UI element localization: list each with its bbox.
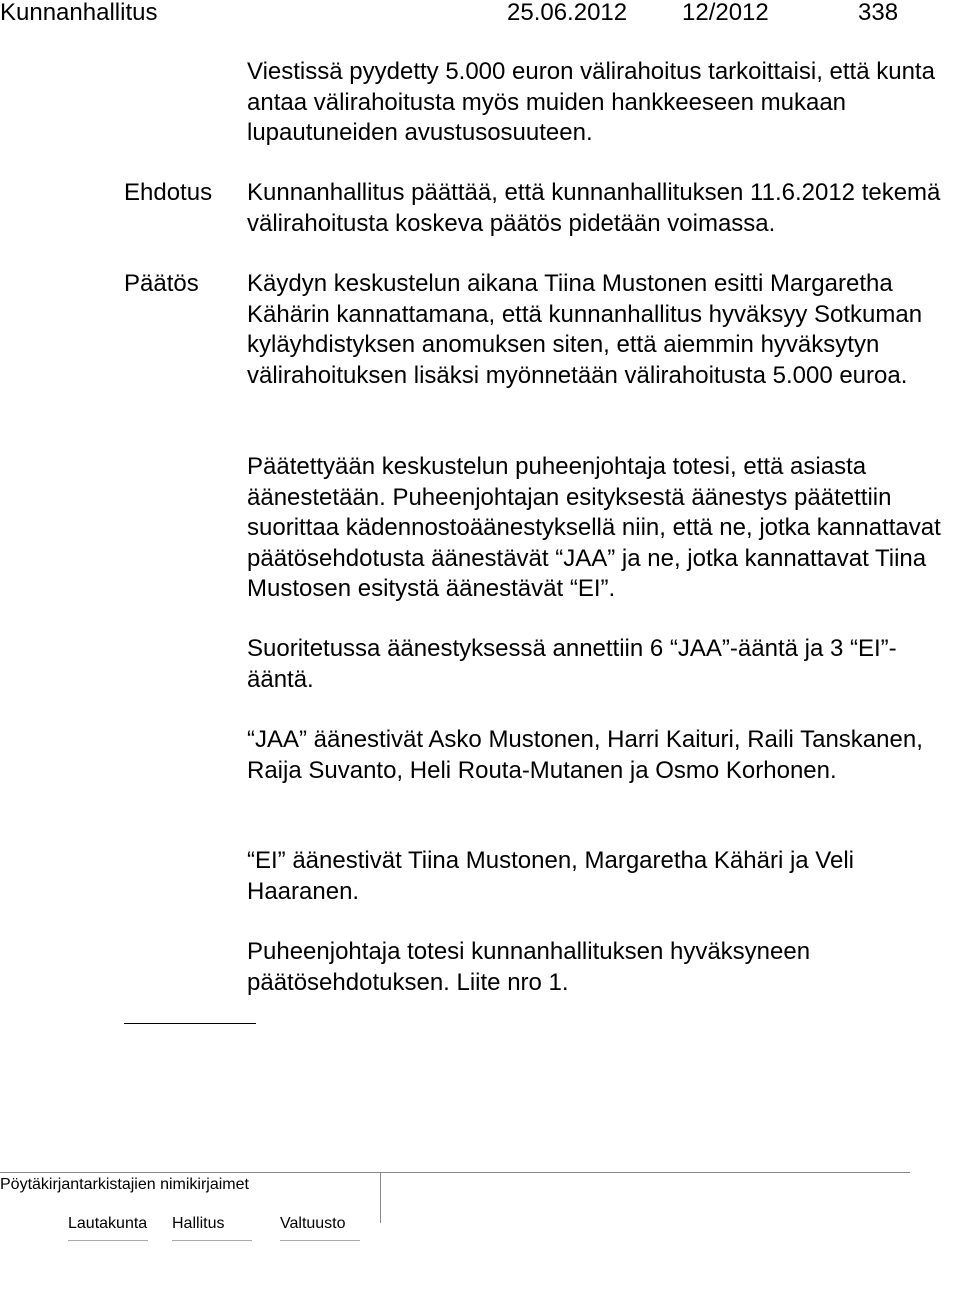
meeting-number: 12/2012 <box>682 0 769 26</box>
decision-paragraph: “EI” äänestivät Tiina Mustonen, Margaretha Kähäri ja Veli Haaranen. <box>247 847 854 905</box>
meeting-date: 25.06.2012 <box>507 0 628 26</box>
decision-paragraph: Suoritetussa äänestyksessä annettiin 6 “JAA”-ääntä ja 3 “EI”-ääntä. <box>247 635 897 693</box>
proposal-text: Kunnanhallitus päättää, että kunnanhallituksen 11.6.2012 tekemä välirahoitusta koskeva päätös pidetään voimassa. <box>247 179 941 237</box>
footer-column-lautakunta: Lautakunta <box>68 1215 148 1232</box>
decision-paragraph: Puheenjohtaja totesi kunnanhallituksen hyväksyneen päätösehdotuksen. Liite nro 1. <box>247 938 811 996</box>
initials-line-hallitus <box>172 1240 252 1241</box>
decision-paragraph: Käydyn keskustelun aikana Tiina Mustonen esitti Margaretha Kähärin kannattamana, että kunnanhallitus hyväksyy Sotkuman kyläyhdistyksen anomuksen siten, että aiemmin hyväksytyn välirahoituksen lisäksi myönnetään välirahoitusta 5.000 euroa. <box>247 270 923 389</box>
decision-paragraph: Päätettyään keskustelun puheenjohtaja totesi, että asiasta äänestetään. Puheenjohtajan esityksestä äänestys päätettiin suorittaa kädennostoäänestyksellä niin, että ne, jotka kannattavat päätösehdotusta äänestävät “JAA” ja ne, jotka kannattavat Tiina Mustosen esitystä äänestävät “EI”. <box>247 453 941 602</box>
decision-paragraph: “JAA” äänestivät Asko Mustonen, Harri Kaituri, Raili Tanskanen, Raija Suvanto, Heli Routa-Mutanen ja Osmo Korhonen. <box>247 726 923 784</box>
intro-paragraph: Viestissä pyydetty 5.000 euron välirahoitus tarkoittaisi, että kunta antaa välirahoitusta myös muiden hankkeeseen mukaan lupautuneiden avustusosuuteen. <box>247 58 935 146</box>
footer-divider <box>0 1172 910 1173</box>
footer-column-hallitus: Hallitus <box>172 1215 225 1232</box>
proposal-label: Ehdotus <box>124 179 213 206</box>
page-number: 338 <box>858 0 899 26</box>
organ-name: Kunnanhallitus <box>0 0 158 26</box>
footer-column-divider <box>380 1173 381 1223</box>
closing-rule <box>124 1023 256 1024</box>
decision-label: Päätös <box>124 270 199 297</box>
initials-line-valtuusto <box>280 1240 360 1241</box>
initials-line-lautakunta <box>68 1240 148 1241</box>
footer-column-valtuusto: Valtuusto <box>280 1215 346 1232</box>
footer-title: Pöytäkirjantarkistajien nimikirjaimet <box>0 1176 249 1193</box>
